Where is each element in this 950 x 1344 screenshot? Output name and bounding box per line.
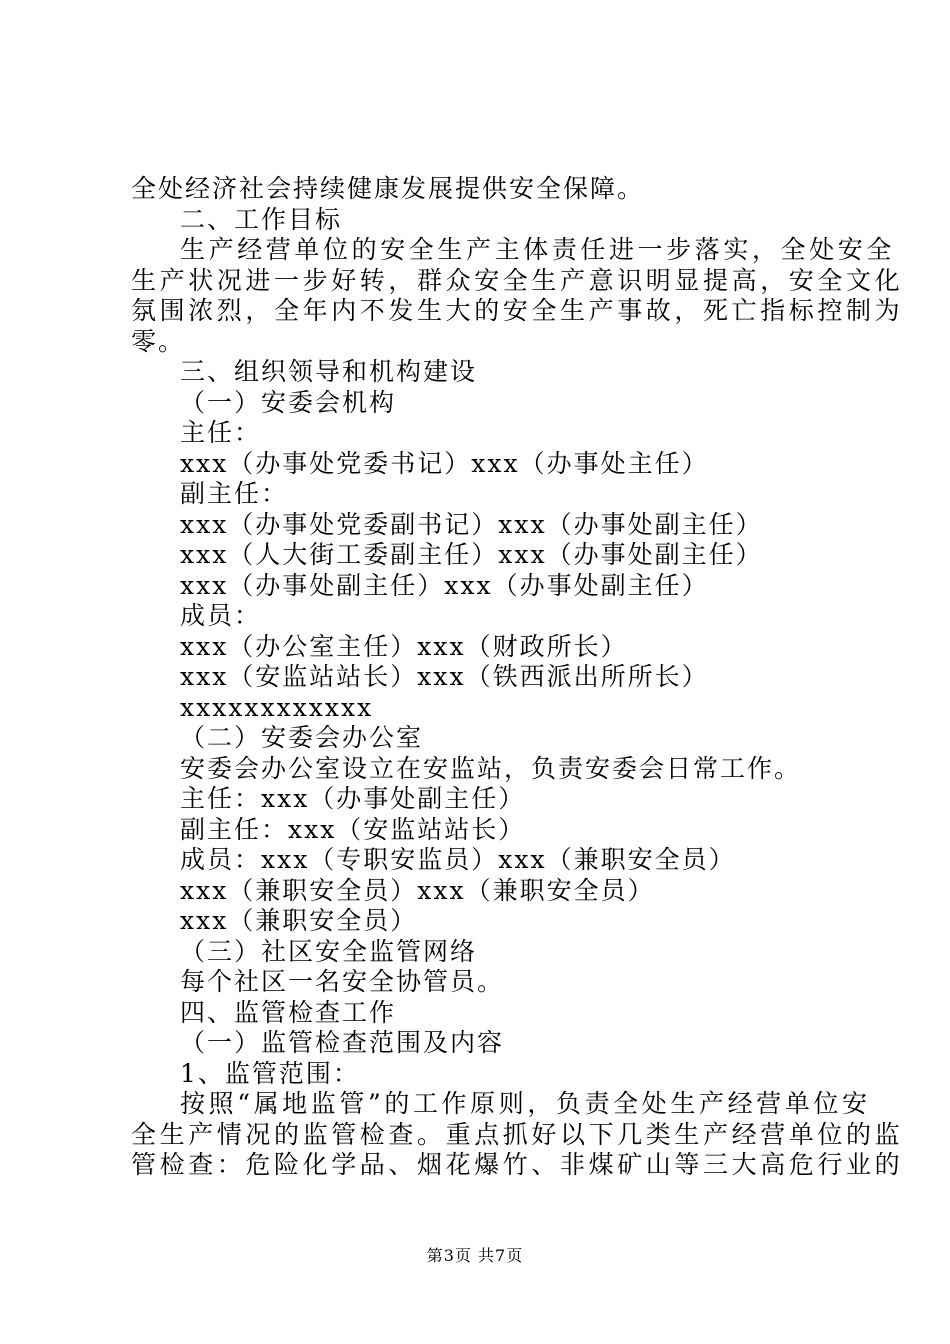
text-line: 全处经济社会持续健康发展提供安全保障。 [131,174,645,203]
text-line: 生产经营单位的安全生产主体责任进一步落实，全处安全 [180,235,896,264]
text-line: xxx（办事处副主任）xxx（办事处副主任） [180,570,709,600]
text-line: xxx（办事处党委副书记）xxx（办事处副主任） [180,509,763,539]
text-line: 按照“属地监管”的工作原则，负责全处生产经营单位安 [180,1089,871,1118]
text-line: 氛围浓烈，全年内不发生大的安全生产事故，死亡指标控制为 [131,296,904,325]
text-line: 零。 [131,326,186,356]
text-line: 生产状况进一步好转，群众安全生产意识明显提高，安全文化 [131,265,904,295]
text-line: xxx（办公室主任）xxx（财政所长） [180,631,628,661]
text-line: xxxxxxxxxxxx [180,692,374,722]
text-line: （一）监管检查范围及内容 [180,1028,505,1057]
text-line: 二、工作目标 [180,204,343,234]
text-line: 主任：xxx（办事处副主任） [180,784,526,813]
text-line: 1、监管范围： [180,1058,360,1088]
text-line: xxx（安监站站长）xxx（铁西派出所所长） [180,662,709,691]
page-footer: 第3页 共7页 [426,1246,524,1265]
text-line: （二）安委会办公室 [180,723,424,752]
text-line: 成员： [180,601,262,630]
text-line: 四、监管检查工作 [180,997,397,1027]
text-line: xxx（兼职安全员）xxx（兼职安全员） [180,875,655,905]
text-line: 副主任： [180,479,289,508]
text-line: 全生产情况的监管检查。重点抓好以下几类生产经营单位的监 [131,1119,904,1149]
text-line: 成员：xxx（专职安监员）xxx（兼职安全员） [180,845,736,874]
text-line: xxx（兼职安全员） [180,906,418,935]
document-body [131,174,904,1181]
text-line: 每个社区一名安全协管员。 [180,967,505,996]
text-line: （一）安委会机构 [180,387,397,417]
text-line: 主任： [180,418,262,447]
text-line: 三、组织领导和机构建设 [180,357,478,386]
text-line: xxx（人大街工委副主任）xxx（办事处副主任） [180,540,763,569]
text-line: （三）社区安全监管网络 [180,936,478,966]
text-line: 安委会办公室设立在安监站，负责安委会日常工作。 [180,753,802,783]
text-line: 副主任：xxx（安监站站长） [180,814,526,844]
text-line: 管检查：危险化学品、烟花爆竹、非煤矿山等三大高危行业的 [131,1150,904,1179]
text-line: xxx（办事处党委书记）xxx（办事处主任） [180,448,709,478]
